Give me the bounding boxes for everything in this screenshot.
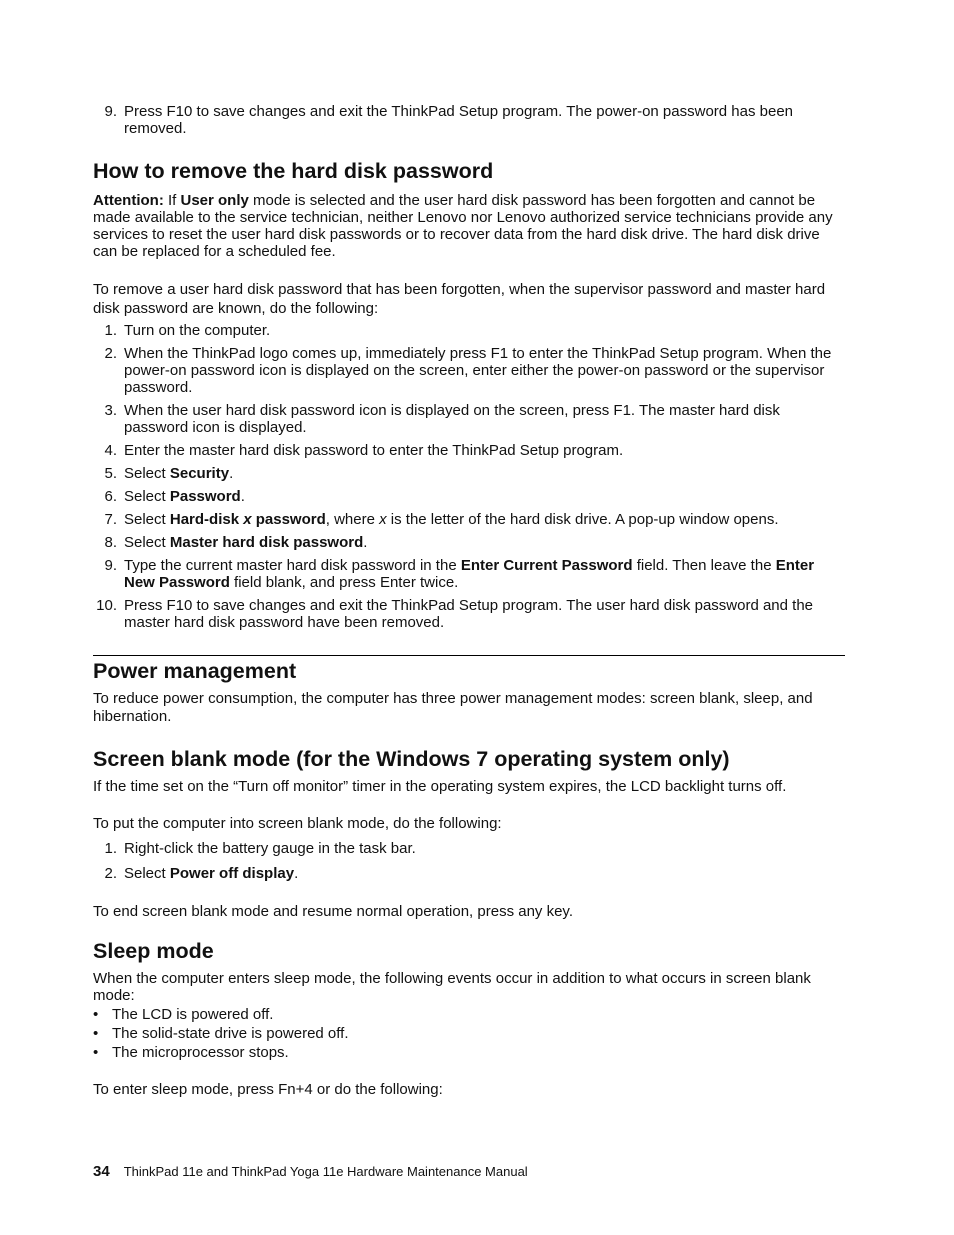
- list-item: 9. Type the current master hard disk password in the Enter Current Password field. Then leave the Enter New Password field blank, and press Enter twice.: [104, 557, 815, 591]
- list-item: 4. Enter the master hard disk password to enter the ThinkPad Setup program.: [104, 442, 624, 459]
- attention-paragraph: Attention: If User only mode is selected and the user hard disk password has been forgotten and cannot be made available to the service technician, neither Lenovo nor Lenovo authorized service technicians provide any services to reset the user hard disk passwords or to recover data from the hard disk drive. The hard disk drive can be replaced for a scheduled fee.: [93, 192, 833, 260]
- list-item: 5. Select Security.: [104, 465, 234, 482]
- screen-blank-resume: To end screen blank mode and resume normal operation, press any key.: [93, 903, 573, 920]
- sleep-paragraph: When the computer enters sleep mode, the following events occur in addition to what occurs in screen blank mode:: [93, 970, 811, 1004]
- screen-blank-paragraph: If the time set on the “Turn off monitor” timer in the operating system expires, the LCD backlight turns off.: [93, 778, 787, 795]
- manual-page: [93, 103, 845, 1098]
- step-list-continued: [93, 103, 845, 137]
- hdd-steps-list: [93, 322, 845, 631]
- power-paragraph: To reduce power consumption, the computer has three power management modes: screen blank, sleep, and hibernation.: [93, 690, 813, 725]
- list-item: 6. Select Password.: [104, 488, 245, 505]
- section-heading-hard-disk-password: How to remove the hard disk password: [93, 159, 494, 183]
- section-heading-screen-blank: Screen blank mode (for the Windows 7 operating system only): [93, 747, 730, 771]
- screen-blank-steps-list: [93, 840, 845, 882]
- page-number: 34: [93, 1163, 110, 1180]
- list-item: • The LCD is powered off.: [93, 1006, 274, 1023]
- list-item: 3. When the user hard disk password icon is displayed on the screen, press F1. The master hard disk password icon is displayed.: [104, 402, 780, 436]
- list-item: 10. Press F10 to save changes and exit the ThinkPad Setup program. The user hard disk password and the master hard disk password have been removed.: [96, 597, 814, 631]
- manual-title: ThinkPad 11e and ThinkPad Yoga 11e Hardware Maintenance Manual: [123, 1164, 528, 1179]
- section-heading-power-management: Power management: [93, 659, 297, 683]
- list-item: 9. Press F10 to save changes and exit the ThinkPad Setup program. The power-on password has been removed.: [104, 103, 794, 137]
- screen-blank-intro: To put the computer into screen blank mode, do the following:: [93, 815, 502, 832]
- list-item: • The microprocessor stops.: [93, 1044, 289, 1061]
- list-item: • The solid-state drive is powered off.: [93, 1025, 349, 1042]
- list-item: 1. Turn on the computer.: [104, 322, 271, 339]
- list-item: 2. When the ThinkPad logo comes up, immediately press F1 to enter the ThinkPad Setup program. When the power-on password icon is displayed on the screen, enter either the power-on password or the supervisor password.: [104, 345, 832, 396]
- list-item: 7. Select Hard-disk x password, where x is the letter of the hard disk drive. A pop-up window opens.: [104, 511, 779, 528]
- sleep-enter-paragraph: To enter sleep mode, press Fn+4 or do the following:: [93, 1081, 443, 1098]
- page-footer: [93, 1164, 528, 1180]
- sleep-bullet-list: [93, 1006, 845, 1061]
- intro-paragraph: To remove a user hard disk password that has been forgotten, when the supervisor password and master hard disk password are known, do the following:: [93, 281, 826, 317]
- section-divider: [93, 655, 845, 656]
- section-heading-sleep-mode: Sleep mode: [93, 939, 214, 963]
- list-item: 2. Select Power off display.: [104, 865, 299, 882]
- list-item: 1. Right-click the battery gauge in the task bar.: [104, 840, 416, 857]
- list-item: 8. Select Master hard disk password.: [104, 534, 368, 551]
